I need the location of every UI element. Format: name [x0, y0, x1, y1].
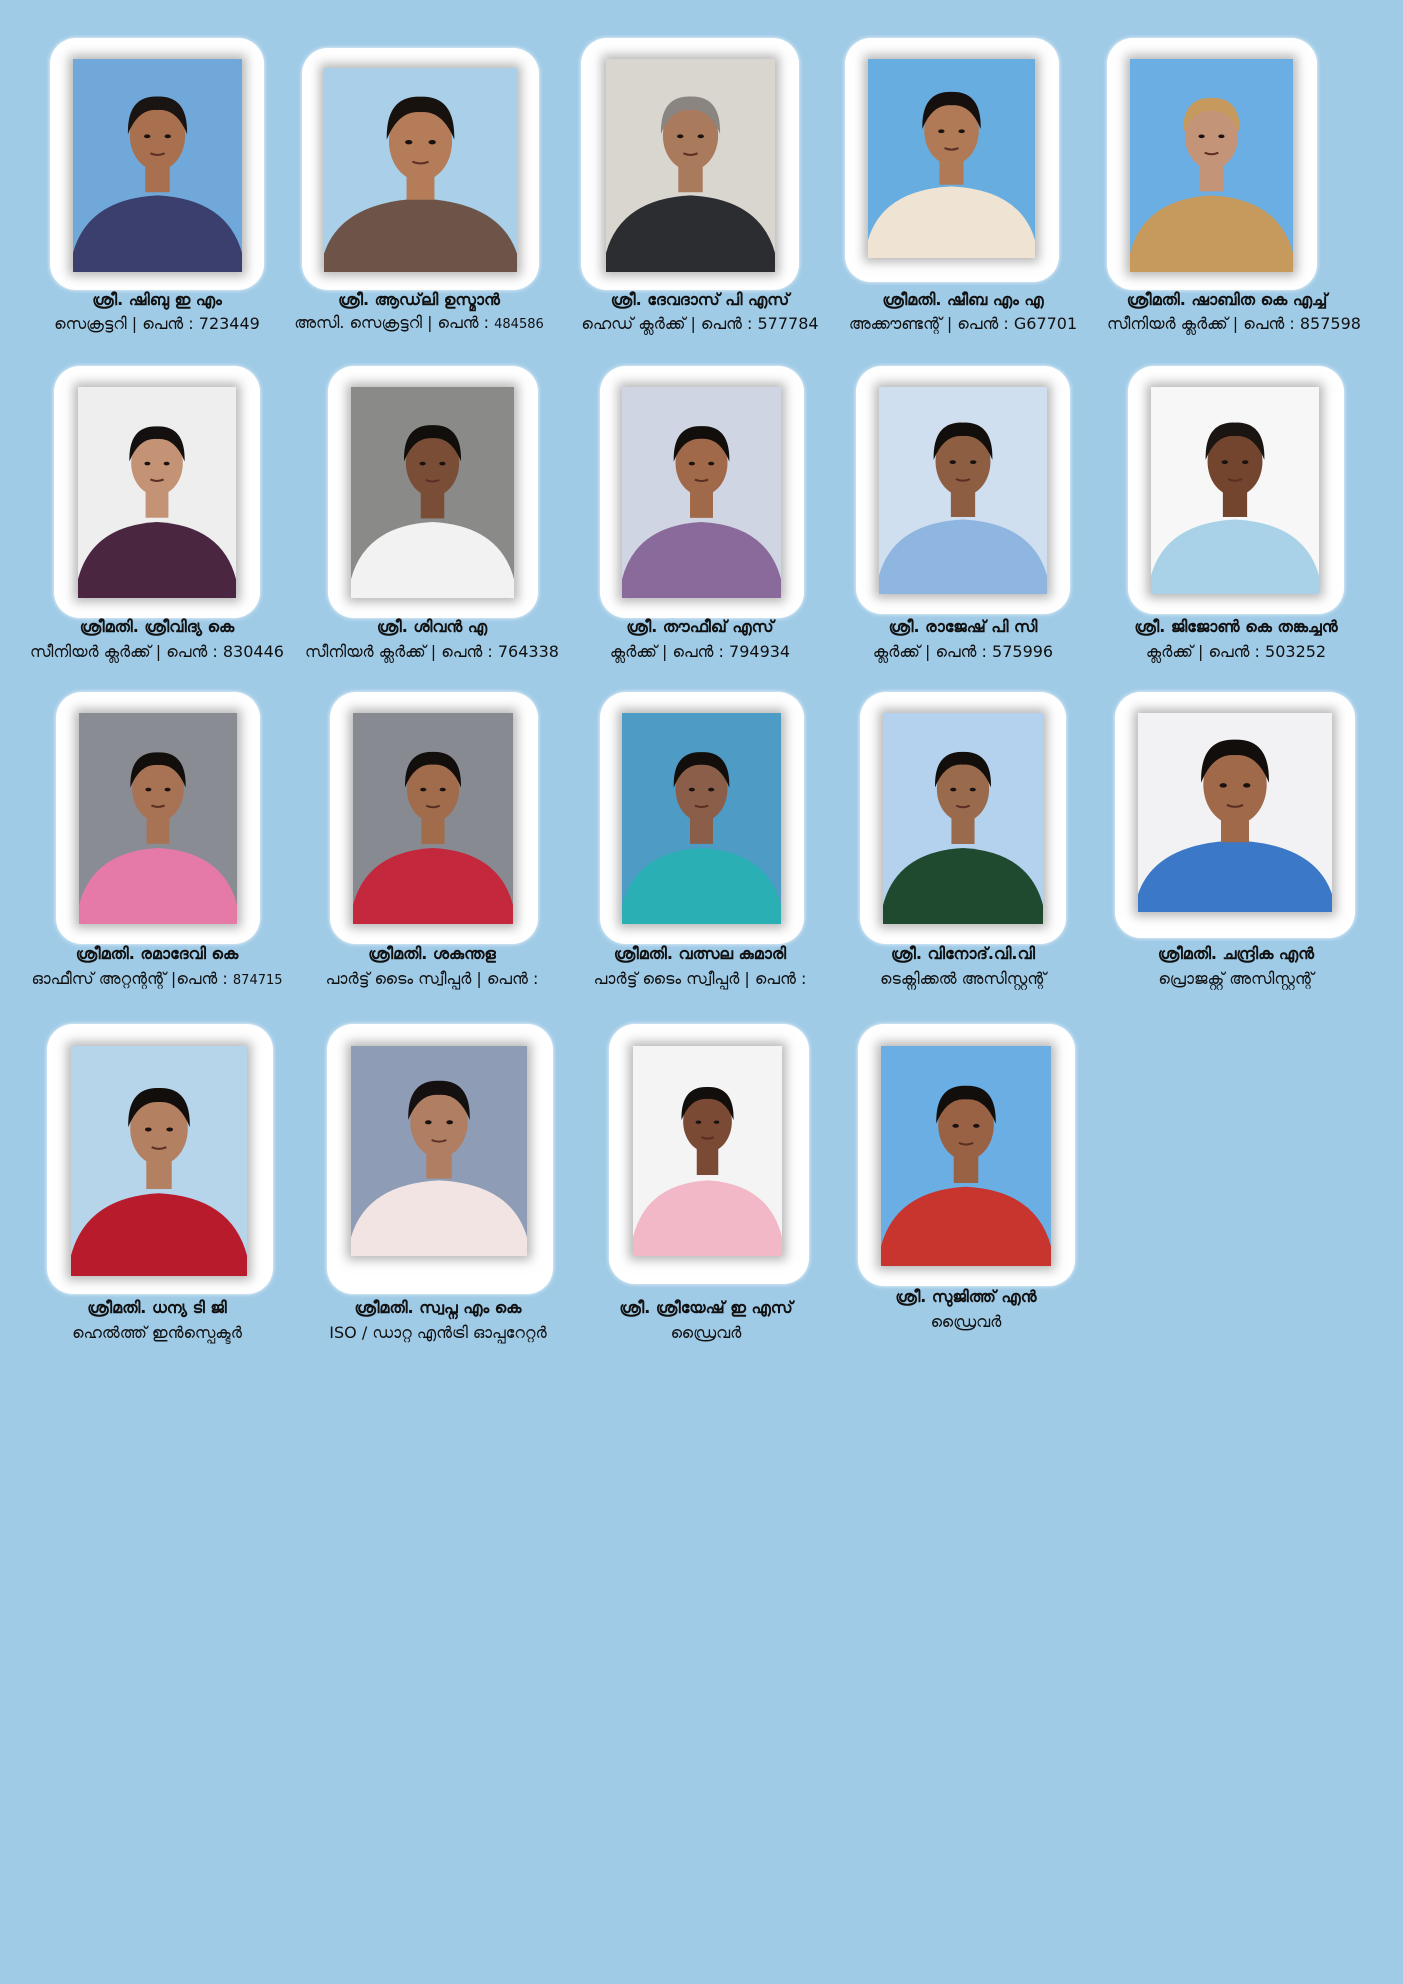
staff-photo: [78, 387, 236, 598]
staff-role: [880, 969, 1046, 989]
staff-photo: [868, 59, 1035, 258]
staff-name: ശ്രീമതി. ശ്രീവിദ്യ കെ: [79, 617, 235, 636]
staff-photo: [622, 713, 781, 924]
staff-name: ശ്രീമതി. ശകുന്തള: [368, 944, 496, 963]
staff-role: [610, 642, 790, 662]
staff-role: [294, 313, 544, 333]
staff-photo: [1130, 59, 1293, 272]
staff-name: ശ്രീമതി. ഷീബ എം എ: [882, 290, 1044, 309]
staff-photo: [73, 59, 242, 272]
staff-role: [54, 314, 260, 334]
staff-name: ശ്രീമതി. ചന്ദ്രിക എൻ: [1157, 944, 1315, 963]
staff-role: [1158, 969, 1313, 989]
staff-photo: [606, 59, 775, 272]
staff-role: [581, 314, 818, 334]
staff-name: ശ്രീമതി. ധന്യ ടി ജി: [87, 1298, 227, 1317]
staff-name: ശ്രീമതി. സ്വപ്ന എം കെ: [354, 1298, 522, 1317]
staff-photo: [353, 713, 513, 924]
staff-photo: [879, 387, 1047, 594]
staff-role-text: സീനിയർ ക്ലർക്ക് | പെൻ : 830446: [30, 642, 284, 661]
staff-role-text: ഹെൽത്ത് ഇൻസ്പെക്ടർ: [72, 1323, 242, 1342]
staff-photo: [324, 68, 517, 272]
staff-pen-number: 484586: [494, 317, 544, 332]
staff-role-text: അക്കൗണ്ടന്റ് | പെൻ : G67701: [848, 314, 1078, 333]
staff-photo: [79, 713, 237, 924]
staff-photo: [881, 1046, 1051, 1266]
staff-photo: [883, 713, 1043, 924]
staff-role-text: ഹെഡ് ക്ലർക്ക് | പെൻ : 577784: [581, 314, 819, 333]
staff-photo: [622, 387, 781, 598]
staff-role-text: ഡ്രൈവർ: [930, 1312, 1002, 1331]
staff-name: ശ്രീമതി. രമാദേവി കെ: [75, 944, 239, 963]
staff-role: [1146, 642, 1326, 662]
staff-role-text: പാർട്ട് ടൈം സ്വീപ്പർ | പെൻ :: [593, 969, 807, 988]
staff-name: ശ്രീ. ശിവൻ എ: [376, 617, 488, 636]
staff-role: [931, 1312, 1002, 1332]
staff-name: ശ്രീ. ദേവദാസ് പി എസ്: [610, 290, 790, 309]
staff-role: [30, 642, 284, 662]
staff-role-text: പാർട്ട് ടൈം സ്വീപ്പർ | പെൻ :: [325, 969, 539, 988]
staff-role-text: ഡ്രൈവർ: [670, 1323, 742, 1342]
staff-role-text: പ്രൊജക്റ്റ് അസിസ്റ്റന്റ്: [1158, 969, 1314, 988]
staff-role-text: ക്ലർക്ക് | പെൻ : 575996: [872, 642, 1054, 661]
staff-role: [873, 642, 1053, 662]
staff-role: [31, 969, 282, 989]
staff-name: ശ്രീ. സുജിത്ത് എൻ: [895, 1287, 1037, 1306]
staff-role: [72, 1323, 242, 1343]
staff-role-text: ക്ലർക്ക് | പെൻ : 794934: [609, 642, 791, 661]
staff-role: [305, 642, 559, 662]
staff-role-text: ഓഫീസ് അറ്റന്റന്റ് |പെൻ :: [31, 969, 233, 988]
staff-name: ശ്രീ. ആഡ്‌ലി ഉസ്മാൻ: [338, 290, 500, 309]
staff-pen-number: 874715: [232, 973, 283, 988]
staff-role-text: ടെക്നിക്കൽ അസിസ്റ്റന്റ്: [880, 969, 1046, 988]
staff-role-text: ക്ലർക്ക് | പെൻ : 503252: [1145, 642, 1327, 661]
staff-name: ശ്രീമതി. ഷാബിത കെ എച്ച്: [1126, 290, 1328, 309]
staff-role-text: ISO / ഡാറ്റ എൻട്രി ഓപ്പറേറ്റർ: [329, 1323, 547, 1342]
staff-role-text: അസി. സെക്രട്ടറി | പെൻ :: [294, 313, 495, 332]
staff-role: [594, 969, 807, 989]
staff-name: ശ്രീ. രാജേഷ് പി സി: [888, 617, 1038, 636]
staff-role-text: സീനിയർ ക്ലർക്ക് | പെൻ : 857598: [1107, 314, 1361, 333]
staff-name: ശ്രീ. വിനോദ്.വി.വി: [890, 944, 1036, 963]
staff-photo: [351, 1046, 527, 1256]
staff-name: ശ്രീ. ജിജോൺ കെ തങ്കച്ചൻ: [1134, 617, 1338, 636]
staff-role-text: സീനിയർ ക്ലർക്ക് | പെൻ : 764338: [305, 642, 559, 661]
staff-role: [1107, 314, 1361, 334]
staff-photo: [1151, 387, 1319, 594]
staff-name: ശ്രീ. ശ്രീയേഷ് ഇ എസ്: [619, 1298, 793, 1317]
staff-name: ശ്രീ. തൗഫീഖ് എസ്: [626, 617, 774, 636]
staff-name: ശ്രീമതി. വത്സല കുമാരി: [613, 944, 787, 963]
staff-role: [671, 1323, 742, 1343]
staff-photo: [71, 1046, 247, 1276]
staff-photo: [1138, 713, 1332, 912]
staff-role: [326, 969, 539, 989]
staff-photo: [633, 1046, 782, 1256]
staff-role: [849, 314, 1077, 334]
staff-role: [329, 1323, 546, 1343]
staff-name: ശ്രീ. ഷിബു ഇ എം: [92, 290, 222, 309]
staff-photo: [351, 387, 514, 598]
staff-role-text: സെക്രട്ടറി | പെൻ : 723449: [54, 314, 260, 333]
